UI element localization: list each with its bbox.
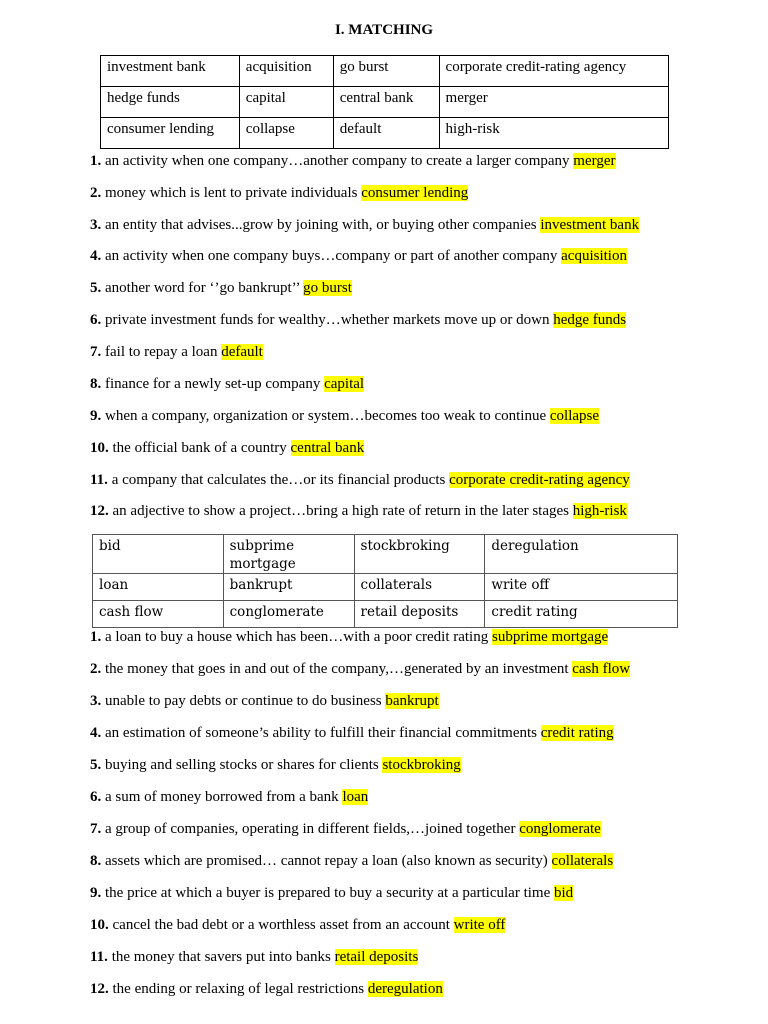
item-definition: cancel the bad debt or a worthless asset from an account [112,917,450,933]
item-definition: the price at which a buyer is prepared to buy a security at a particular time [105,885,551,901]
table-cell: consumer lending [101,118,240,149]
item-number: 7. [90,344,102,360]
item-number: 5. [90,280,102,296]
item-number: 11. [90,472,108,488]
item-definition: money which is lent to private individuals [105,185,358,201]
table-cell: loan [93,574,224,601]
item-definition: a loan to buy a house which has been…with a poor credit rating [105,629,489,645]
item-definition: the official bank of a country [112,440,287,456]
list-item [90,660,630,678]
item-number: 2. [90,661,102,677]
item-number: 7. [90,821,102,837]
item-answer: bid [553,885,574,901]
table-cell: go burst [333,56,439,87]
list-item [90,980,443,998]
list-item [90,948,418,966]
item-answer: hedge funds [553,312,627,328]
item-definition: a sum of money borrowed from a bank [105,789,339,805]
item-definition: the ending or relaxing of legal restrictions [112,981,365,997]
item-definition: an entity that advises...grow by joining with, or buying other companies [105,217,537,233]
vocabulary-table-2 [92,534,678,628]
list-item [90,439,364,457]
table-cell: central bank [333,87,439,118]
item-answer: cash flow [572,661,631,677]
item-definition: a company that calculates the…or its financial products [111,472,446,488]
list-item [90,311,626,329]
vocabulary-table-1 [100,55,669,149]
table-row [93,601,678,628]
item-answer: default [221,344,263,360]
list-item [90,884,573,902]
table-row [101,118,669,149]
item-number: 1. [90,153,102,169]
item-answer: central bank [290,440,365,456]
table-cell: collaterals [354,574,485,601]
item-definition: an estimation of someone’s ability to fulfill their financial commitments [105,725,537,741]
table-cell: bankrupt [223,574,354,601]
table-row [101,87,669,118]
item-definition: buying and selling stocks or shares for clients [105,757,379,773]
list-item [90,756,461,774]
table-cell: retail deposits [354,601,485,628]
item-answer: high-risk [572,503,627,519]
list-item [90,407,599,425]
table-row [101,56,669,87]
table-cell: default [333,118,439,149]
item-number: 10. [90,917,109,933]
table-cell: acquisition [239,56,333,87]
item-definition: the money that savers put into banks [111,949,331,965]
item-answer: subprime mortgage [491,629,609,645]
item-answer: consumer lending [361,185,469,201]
item-answer: collapse [549,408,600,424]
list-item [90,692,439,710]
item-number: 1. [90,629,102,645]
table-cell: investment bank [101,56,240,87]
item-answer: capital [324,376,365,392]
item-definition: an adjective to show a project…bring a high rate of return in the later stages [112,503,570,519]
table-cell: cash flow [93,601,224,628]
item-definition: an activity when one company buys…company or part of another company [105,248,558,264]
item-definition: private investment funds for wealthy…whether markets move up or down [105,312,550,328]
page-title: I. MATCHING [334,22,434,38]
list-item [90,852,613,870]
item-number: 6. [90,789,102,805]
table-row [93,574,678,601]
item-number: 9. [90,885,102,901]
table-cell: deregulation [485,535,678,574]
item-answer: write off [453,917,506,933]
item-answer: deregulation [367,981,443,997]
item-answer: loan [342,789,369,805]
list-item [90,375,364,393]
item-answer: credit rating [540,725,614,741]
item-answer: merger [573,153,616,169]
item-number: 6. [90,312,102,328]
table-cell: subprime mortgage [223,535,354,574]
table-cell: collapse [239,118,333,149]
list-item [90,502,627,520]
list-item [90,216,639,234]
list-item [90,184,468,202]
item-number: 3. [90,217,102,233]
item-number: 8. [90,376,102,392]
item-number: 8. [90,853,102,869]
table-cell: stockbroking [354,535,485,574]
item-answer: corporate credit-rating agency [449,472,630,488]
item-definition: when a company, organization or system…becomes too weak to continue [105,408,547,424]
item-number: 5. [90,757,102,773]
item-number: 4. [90,248,102,264]
list-item [90,152,616,170]
table-cell: credit rating [485,601,678,628]
list-item [90,343,263,361]
item-answer: conglomerate [519,821,601,837]
list-item [90,279,352,297]
list-item [90,820,601,838]
item-number: 10. [90,440,109,456]
item-number: 12. [90,503,109,519]
list-item [90,916,505,934]
list-item [90,788,368,806]
item-definition: the money that goes in and out of the company,…generated by an investment [105,661,569,677]
list-item [90,247,627,265]
item-answer: go burst [303,280,352,296]
list-item [90,628,608,646]
table-cell: high-risk [439,118,668,149]
item-answer: investment bank [540,217,640,233]
item-answer: stockbroking [382,757,461,773]
item-number: 4. [90,725,102,741]
table-cell: merger [439,87,668,118]
item-definition: an activity when one company…another company to create a larger company [105,153,570,169]
table-cell: conglomerate [223,601,354,628]
item-number: 11. [90,949,108,965]
item-definition: finance for a newly set-up company [105,376,321,392]
item-number: 2. [90,185,102,201]
item-answer: acquisition [561,248,627,264]
table-cell: corporate credit-rating agency [439,56,668,87]
item-definition: assets which are promised… cannot repay a loan (also known as security) [105,853,548,869]
table-cell: bid [93,535,224,574]
item-definition: fail to repay a loan [105,344,218,360]
item-number: 9. [90,408,102,424]
item-answer: collaterals [551,853,614,869]
table-cell: write off [485,574,678,601]
item-number: 12. [90,981,109,997]
table-cell: capital [239,87,333,118]
item-definition: unable to pay debts or continue to do business [105,693,382,709]
item-definition: another word for ‘’go bankrupt’’ [105,280,300,296]
item-number: 3. [90,693,102,709]
table-cell: hedge funds [101,87,240,118]
list-item [90,724,614,742]
item-answer: retail deposits [334,949,419,965]
item-definition: a group of companies, operating in different fields,…joined together [105,821,516,837]
item-answer: bankrupt [385,693,439,709]
table-row [93,535,678,574]
list-item [90,471,630,489]
